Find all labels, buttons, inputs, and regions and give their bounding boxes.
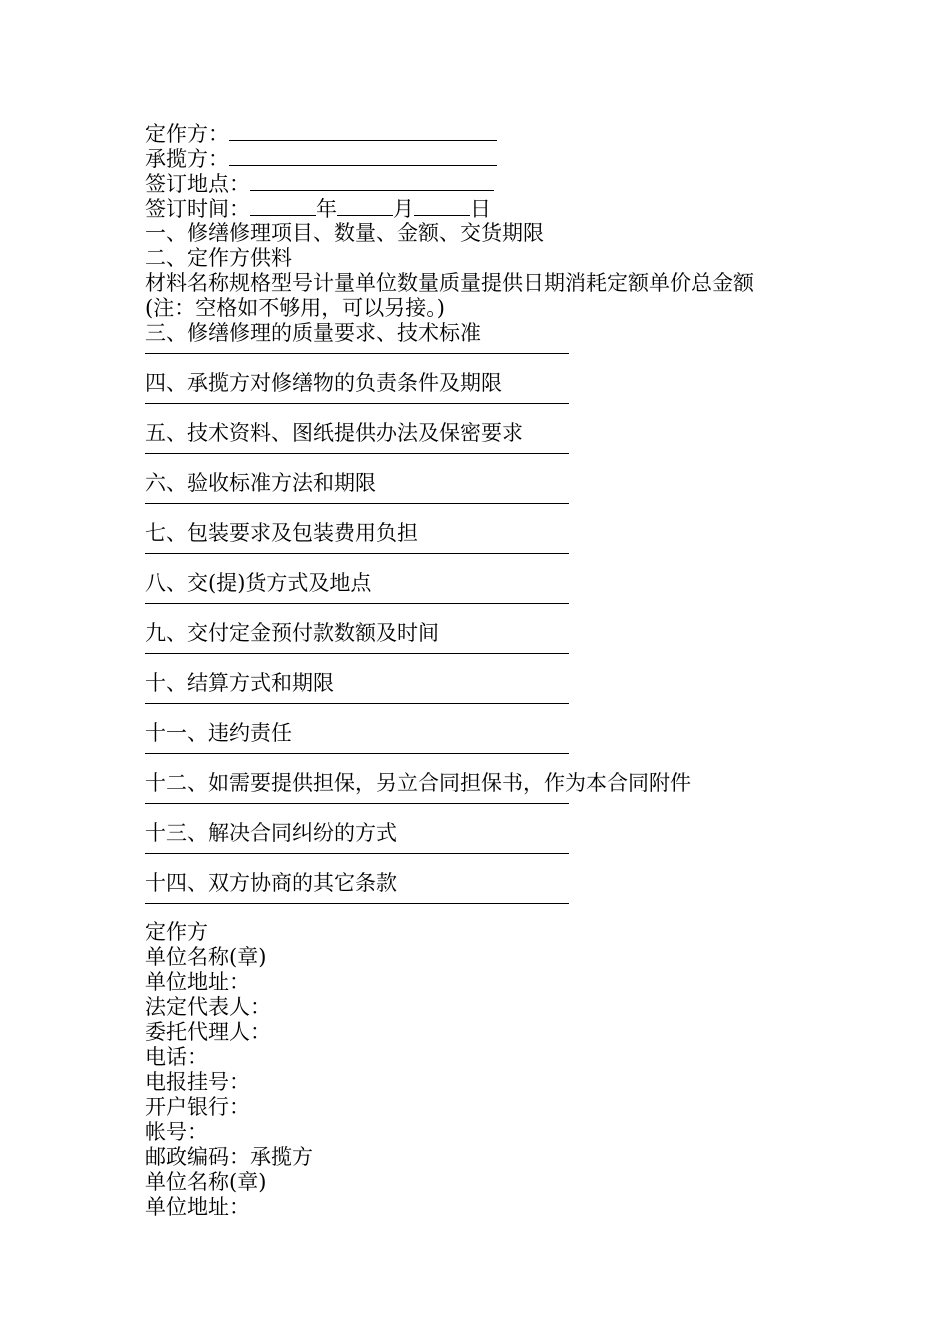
section-11 (145, 717, 905, 767)
fill-line[interactable] (145, 703, 569, 704)
sign-time-line (145, 196, 905, 221)
section-12 (145, 767, 905, 817)
sig-legal-rep: 法定代表人： (145, 995, 271, 1019)
party-b-blank[interactable] (229, 146, 497, 166)
sig-unit-name-b: 单位名称(章) (145, 1170, 267, 1194)
sig-agent: 委托代理人： (145, 1020, 271, 1044)
party-a-line (145, 121, 905, 146)
sig-bank: 开户银行： (145, 1095, 250, 1119)
sig-unit-address-b: 单位地址： (145, 1195, 250, 1219)
year-blank[interactable] (250, 196, 316, 216)
section-8 (145, 567, 905, 617)
party-b-label: 承揽方： (145, 147, 229, 171)
section-5 (145, 417, 905, 467)
sig-unit-name: 单位名称(章) (145, 945, 267, 969)
fill-line[interactable] (145, 653, 569, 654)
day-blank[interactable] (414, 196, 470, 216)
sign-time-label: 签订时间： (145, 197, 250, 221)
signature-block (145, 920, 905, 1220)
section-title: 十二、如需要提供担保，另立合同担保书，作为本合同附件 (145, 771, 691, 795)
sign-place-blank[interactable] (250, 171, 494, 191)
sig-phone: 电话： (145, 1045, 208, 1069)
sig-telegraph: 电报挂号： (145, 1070, 250, 1094)
fill-line[interactable] (145, 503, 569, 504)
fill-line[interactable] (145, 753, 569, 754)
section-13 (145, 817, 905, 867)
section-title: 九、交付定金预付款数额及时间 (145, 621, 439, 645)
fill-line[interactable] (145, 453, 569, 454)
fill-line[interactable] (145, 553, 569, 554)
section-title: 六、验收标准方法和期限 (145, 471, 376, 495)
year-label: 年 (316, 197, 337, 221)
fill-line[interactable] (145, 903, 569, 904)
fill-line[interactable] (145, 353, 569, 354)
section-14 (145, 867, 905, 917)
section-10 (145, 667, 905, 717)
sign-place-line (145, 171, 905, 196)
day-label: 日 (470, 197, 491, 221)
materials-note: (注：空格如不够用，可以另接。) (145, 296, 445, 320)
section-4 (145, 367, 905, 417)
section-3 (145, 317, 905, 367)
fill-line[interactable] (145, 853, 569, 854)
section-title: 三、修缮修理的质量要求、技术标准 (145, 321, 481, 345)
section-6 (145, 467, 905, 517)
section-title: 七、包装要求及包装费用负担 (145, 521, 418, 545)
sig-unit-address: 单位地址： (145, 970, 250, 994)
party-a-blank[interactable] (229, 121, 497, 141)
party-b-line (145, 146, 905, 171)
section-7 (145, 517, 905, 567)
fill-line[interactable] (145, 403, 569, 404)
item-1: 一、修缮修理项目、数量、金额、交货期限 (145, 221, 544, 245)
item-2: 二、定作方供料 (145, 246, 292, 270)
fill-line[interactable] (145, 603, 569, 604)
party-a-label: 定作方： (145, 122, 229, 146)
section-title: 四、承揽方对修缮物的负责条件及期限 (145, 371, 502, 395)
month-blank[interactable] (337, 196, 393, 216)
sign-place-label: 签订地点： (145, 172, 250, 196)
section-title: 八、交(提)货方式及地点 (145, 571, 372, 595)
materials-header: 材料名称规格型号计量单位数量质量提供日期消耗定额单价总金额 (145, 271, 754, 295)
section-title: 十、结算方式和期限 (145, 671, 334, 695)
section-title: 十一、违约责任 (145, 721, 292, 745)
fill-line[interactable] (145, 803, 569, 804)
contract-page (145, 121, 905, 1220)
section-9 (145, 617, 905, 667)
section-title: 十三、解决合同纠纷的方式 (145, 821, 397, 845)
section-title: 五、技术资料、图纸提供办法及保密要求 (145, 421, 523, 445)
sig-postal-party-b: 邮政编码：承揽方 (145, 1145, 313, 1169)
sig-account: 帐号： (145, 1120, 208, 1144)
month-label: 月 (393, 197, 414, 221)
section-title: 十四、双方协商的其它条款 (145, 871, 397, 895)
sig-party-a: 定作方 (145, 920, 208, 944)
